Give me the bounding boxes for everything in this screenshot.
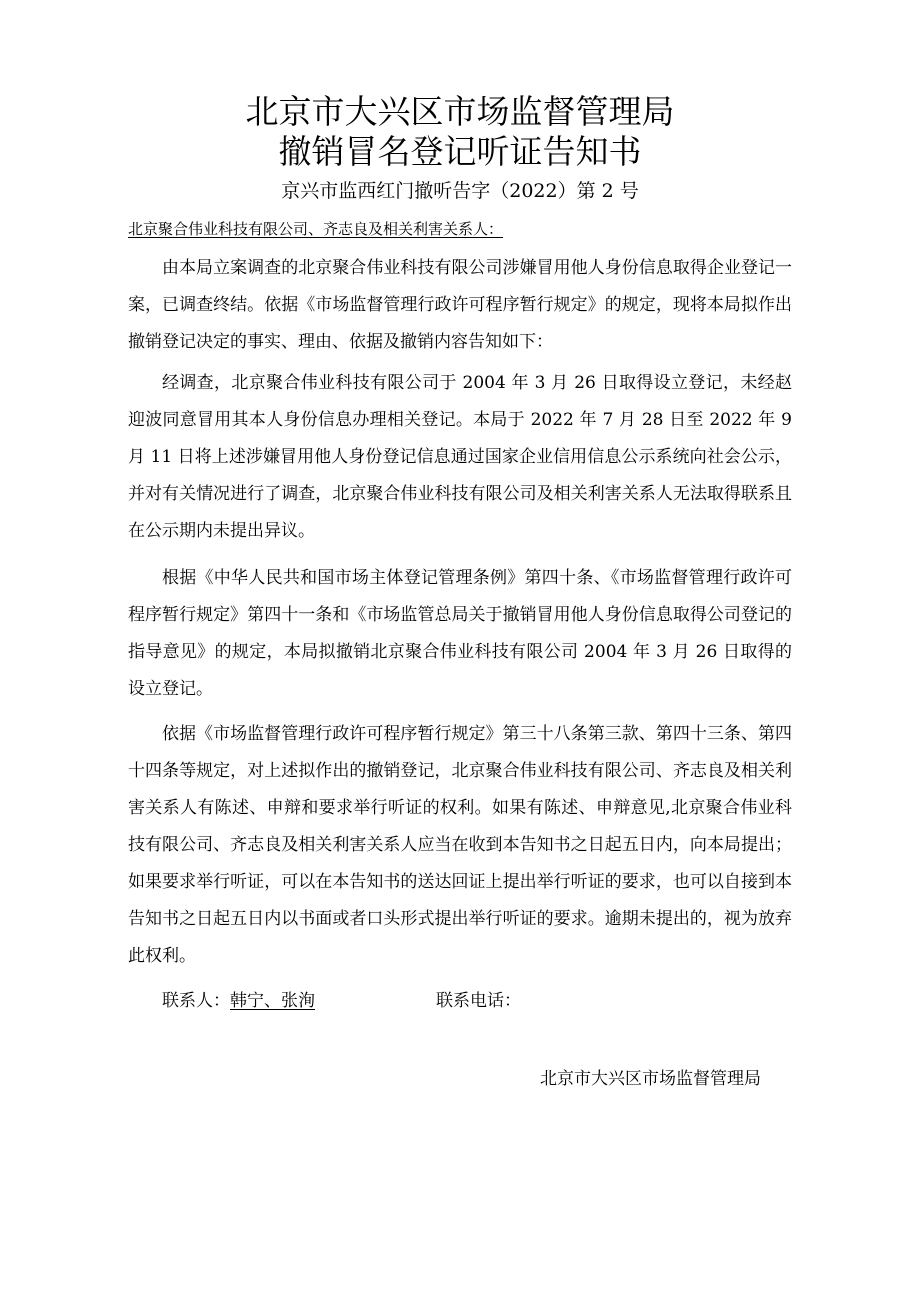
- title-line-2: 撤销冒名登记听证告知书: [278, 132, 642, 171]
- contact-person-names: 韩宁、张洵: [230, 991, 315, 1011]
- contact-person: [162, 986, 315, 1016]
- addressee: 北京聚合伟业科技有限公司、齐志良及相关利害关系人：: [128, 220, 504, 238]
- title-line-1: 北京市大兴区市场监督管理局: [245, 92, 675, 131]
- paragraph-rights: 依据《市场监督管理行政许可程序暂行规定》第三十八条第三款、第四十三条、第四十四条等规定，对上述拟作出的撤销登记，北京聚合伟业科技有限公司、齐志良及相关利害关系人有陈述、申辩和要求举行听证的权利。如果有陈述、申辩意见,北京聚合伟业科技有限公司、齐志良及相关利害关系人应当在收到本告知书之日起五日内，向本局提出；如果要求举行听证，可以在本告知书的送达回证上提出举行听证的要求，也可以自接到本告知书之日起五日内以书面或者口头形式提出举行听证的要求。逾期未提出的，视为放弃此权利。: [128, 724, 792, 966]
- paragraph-facts: 经调查，北京聚合伟业科技有限公司于 2004 年 3 月 26 日取得设立登记，未经赵迎波同意冒用其本人身份信息办理相关登记。本局于 2022 年 7 月 28 日至 2022 年 9 月 11 日将上述涉嫌冒用他人身份登记信息通过国家企业信用信息公示系统向社会公示，并对有关情况进行了调查，北京聚合伟业科技有限公司及相关利害关系人无法取得联系且在公示期内未提出异议。: [128, 373, 792, 541]
- paragraph-basis: 根据《中华人民共和国市场主体登记管理条例》第四十条、《市场监督管理行政许可程序暂行规定》第四十一条和《市场监管总局关于撤销冒用他人身份信息取得公司登记的指导意见》的规定，本局拟撤销北京聚合伟业科技有限公司 2004 年 3 月 26 日取得的设立登记。: [128, 568, 792, 699]
- document-number: 京兴市监西红门撤听告字（2022）第 2 号: [281, 180, 639, 202]
- contact-phone-label: 联系电话：: [436, 991, 521, 1011]
- issuer-signature: 北京市大兴区市场监督管理局: [540, 1069, 761, 1089]
- contact-person-label: 联系人：: [162, 991, 230, 1011]
- paragraph-intro: 由本局立案调查的北京聚合伟业科技有限公司涉嫌冒用他人身份信息取得企业登记一案，已调查终结。依据《市场监督管理行政许可程序暂行规定》的规定，现将本局拟作出撤销登记决定的事实、理由、依据及撤销内容告知如下：: [128, 258, 792, 352]
